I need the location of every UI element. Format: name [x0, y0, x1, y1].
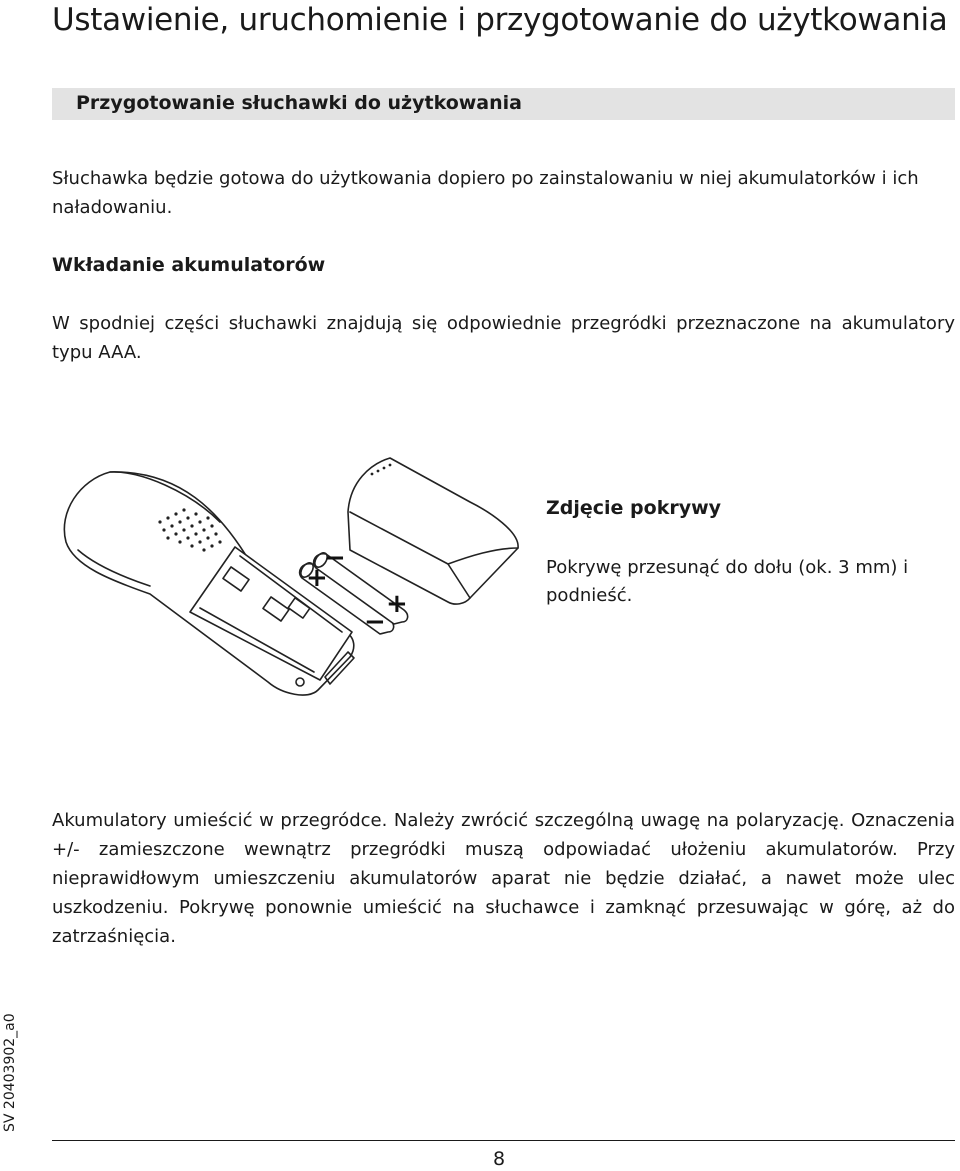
- footer-rule: [52, 1140, 955, 1141]
- document-code: SV 20403902_a0: [2, 1013, 18, 1132]
- subsection-paragraph: W spodniej części słuchawki znajdują się odpowiednie przegródki przeznaczone na akumulatory typu AAA.: [52, 313, 955, 363]
- subsection-heading: Wkładanie akumulatorów: [52, 254, 326, 276]
- section-heading-bar: [52, 88, 955, 120]
- handset-battery-illustration: [50, 452, 530, 710]
- instructions-paragraph: Akumulatory umieścić w przegródce. Należy zwrócić szczególną uwagę na polaryzację. Oznaczenia +/- zamieszczone wewnątrz przegródki muszą odpowiadać ułożeniu akumulatorów. Przy nieprawidłowym umieszczeniu akumulatorów aparat nie będzie działać, a nawet może ulec uszkodzeniu. Pokrywę ponownie umieścić na słuchawce i zamknąć przesuwając w górę, aż do zatrzaśnięcia.: [52, 810, 955, 947]
- page-number: 8: [493, 1148, 506, 1170]
- intro-paragraph: Słuchawka będzie gotowa do użytkowania dopiero po zainstalowaniu w niej akumulatorków i ich naładowaniu.: [52, 168, 919, 218]
- handset-battery-drawing: [50, 452, 530, 710]
- polarity-minus-2: −: [364, 607, 386, 637]
- polarity-plus-2: +: [386, 589, 408, 619]
- figure-caption-text: Pokrywę przesunąć do dołu (ok. 3 mm) i podnieść.: [546, 557, 909, 606]
- page-title: Ustawienie, uruchomienie i przygotowanie do użytkowania: [52, 2, 948, 38]
- polarity-plus-1: +: [306, 563, 328, 593]
- polarity-minus-1: −: [324, 543, 346, 573]
- battery-cover: [348, 458, 518, 604]
- section-heading: Przygotowanie słuchawki do użytkowania: [76, 92, 522, 114]
- figure-caption-title: Zdjęcie pokrywy: [546, 497, 722, 519]
